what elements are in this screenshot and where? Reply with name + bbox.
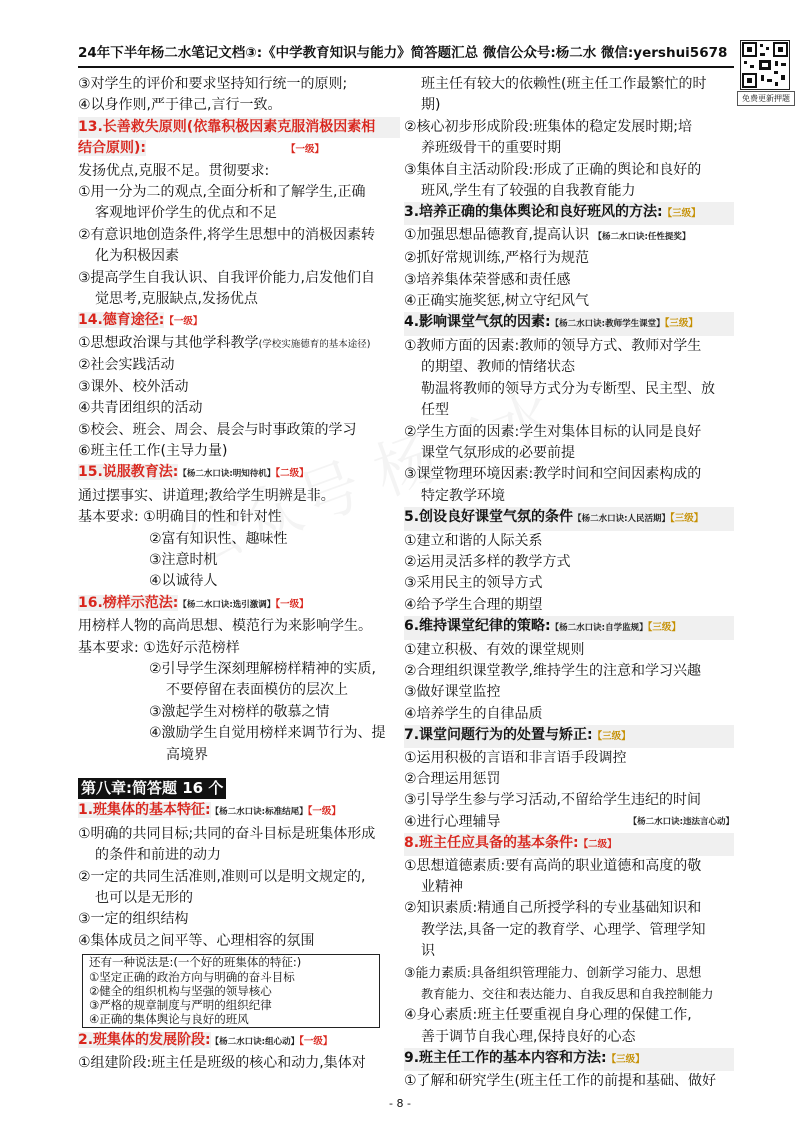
- text-line: 的期望、教师的情绪状态: [421, 359, 575, 376]
- text-line: ①运用积极的言语和非言语手段调控: [404, 749, 627, 766]
- c4-title: [404, 312, 734, 335]
- note-box-item: ③严格的规章制度与严明的组织纪律: [89, 998, 272, 1013]
- text-line: ②学生方面的因素:学生对集体目标的认同是良好: [404, 423, 702, 440]
- text-line: ①建立积极、有效的课堂规则: [404, 641, 585, 658]
- qr-caption: 免费更新押题: [737, 91, 795, 106]
- text-line: 特定教学环境: [421, 487, 505, 504]
- text-line: 高境界: [166, 746, 208, 763]
- text-line: ②一定的共同生活准则,准则可以是明文规定的,: [78, 868, 366, 885]
- c9-title: [404, 1048, 734, 1070]
- text-line: ③对学生的评价和要求坚持知行统一的原则;: [78, 76, 348, 92]
- text-line: 也可以是无形的: [95, 890, 193, 907]
- text-line: 教育能力、交往和表达能力、自我反思和自我控制能力: [421, 987, 714, 1002]
- level-badge: 【三级】: [592, 731, 631, 743]
- text-line: ②合理运用惩罚: [404, 771, 501, 787]
- item-text: ④进行心理辅导: [404, 813, 501, 830]
- level-badge: 【二级】: [578, 839, 617, 851]
- text-line: ③引导学生参与学习活动,不留给学生违纪的时间: [404, 792, 701, 809]
- text-line: ①思想道德素质:要有高尚的职业道德和高度的敬: [404, 857, 702, 874]
- text-line: 觉思考,克服缺点,发扬优点: [95, 291, 258, 308]
- page-number: - 8 -: [389, 1097, 411, 1110]
- text-line: ③采用民主的领导方式: [404, 575, 543, 592]
- text-line: 期): [421, 97, 441, 114]
- section-title-text: 9.班主任工作的基本内容和方法:: [404, 1050, 607, 1067]
- text-line: 用榜样人物的高尚思想、模范行为来影响学生。: [78, 618, 372, 635]
- text-line: ②富有知识性、趣味性: [149, 530, 288, 547]
- section-title-text: 2.班集体的发展阶段:: [78, 1031, 211, 1048]
- section-title-text: 5.创设良好课堂气氛的条件: [404, 509, 574, 526]
- level-badge: 【三级】: [662, 208, 701, 220]
- mnemonic-tag: 【杨二水口诀:任性提奖】: [593, 231, 691, 242]
- level-badge: 【一级】: [275, 598, 309, 610]
- text-line: 客观地评价学生的优点和不足: [95, 205, 277, 222]
- text-line: 不要停留在表面模仿的层次上: [166, 682, 348, 699]
- level-badge: 【三级】: [647, 622, 681, 634]
- text-line: 班风,学生有了较强的自我教育能力: [421, 183, 636, 200]
- mnemonic-tag: 【杨二水口诀:人民活期】: [573, 514, 670, 525]
- mnemonic-tag: 【杨二水口诀:教师学生课堂】: [550, 319, 665, 330]
- section-13-title-cont: [78, 138, 400, 160]
- section-15-title: [78, 462, 400, 485]
- mnemonic-tag: 【杨二水口诀:违法言心动】: [628, 816, 734, 827]
- item-text: ①明确目的性和针对性: [143, 509, 282, 526]
- section-14-title: [78, 310, 400, 332]
- text-line: 养班级骨干的重要时期: [421, 140, 561, 157]
- text-line: ④集体成员之间平等、心理相容的氛围: [78, 932, 315, 949]
- text-line: ②核心初步形成阶段:班集体的稳定发展时期;培: [404, 118, 692, 135]
- c1-title: [78, 800, 400, 823]
- section-title-text: 14.德育途径:: [78, 312, 165, 329]
- note-box: [82, 954, 380, 1027]
- text-line: 的条件和前进的动力: [95, 847, 221, 864]
- note-box-item: ④正确的集体舆论与良好的班风: [89, 1012, 249, 1027]
- section-title-text: 15.说服教育法:: [78, 464, 179, 481]
- text-line: 识: [421, 943, 435, 960]
- text-line: ③能力素质:具备组织管理能力、创新学习能力、思想: [404, 965, 702, 981]
- right-column: [404, 74, 734, 1092]
- text-line: ②运用灵活多样的教学方式: [404, 553, 571, 570]
- section-title-text: 16.榜样示范法:: [78, 594, 179, 611]
- mnemonic-tag: 【杨二水口诀:自学监规】: [550, 623, 648, 634]
- mnemonic-tag: 【杨二水口诀:组心动】: [210, 1036, 300, 1047]
- text-line: ③激起学生对榜样的敬慕之情: [149, 703, 330, 720]
- item-text: ①加强思想品德教育,提高认识: [404, 226, 590, 243]
- level-badge: 【一级】: [307, 806, 341, 818]
- c5-title: [404, 507, 734, 530]
- level-badge: 【二级】: [275, 468, 309, 480]
- text-line: [404, 225, 734, 248]
- text-line: ③课堂物理环境因素:教学时间和空间因素构成的: [404, 466, 702, 483]
- level-badge: 【三级】: [606, 1054, 645, 1066]
- note-box-title: 还有一种说法是:(一个好的班集体的特征:): [89, 955, 302, 970]
- text-line: ③做好课堂监控: [404, 684, 501, 701]
- section-title-text: 4.影响课堂气氛的因素:: [404, 314, 551, 331]
- text-line: ④身心素质:班主任要重视自身心理的保健工作,: [404, 1007, 692, 1024]
- text-line: ③提高学生自我认识、自我评价能力,启发他们自: [78, 269, 375, 286]
- chapter-heading-row: [78, 778, 400, 800]
- mnemonic-tag: 【杨二水口诀:标准结尾】: [210, 807, 308, 818]
- text-line: ③集体自主活动阶段:形成了正确的舆论和良好的: [404, 161, 702, 178]
- c2-title: [78, 1030, 400, 1053]
- text-line: [78, 333, 400, 355]
- text-line: 勒温将教师的领导方式分为专断型、民主型、放: [421, 380, 715, 397]
- text-line: ⑥班主任工作(主导力量): [78, 442, 228, 459]
- section-title-text: 结合原则):: [78, 140, 146, 157]
- text-line: ④共青团组织的活动: [78, 400, 203, 417]
- qr-code-graphic: [741, 41, 789, 89]
- req-label: 基本要求:: [78, 509, 139, 526]
- note-box-item: ①坚定正确的政治方向与明确的奋斗目标: [89, 969, 295, 984]
- text-line: 课堂气氛形成的必要前提: [421, 444, 575, 461]
- text-line: ④培养学生的自律品质: [404, 705, 543, 722]
- text-line: 教学法,具备一定的教育学、心理学、管理学知: [421, 921, 706, 938]
- section-title-text: 3.培养正确的集体舆论和良好班风的方法:: [404, 204, 663, 221]
- text-line: ①了解和研究学生(班主任工作的前提和基础、做好: [404, 1072, 717, 1089]
- req-label: 基本要求:: [78, 639, 139, 656]
- level-badge: 【一级】: [299, 1035, 333, 1047]
- text-line: 班主任有较大的依赖性(班主任工作最繁忙的时: [421, 76, 707, 92]
- item-text: ①选好示范榜样: [143, 639, 240, 656]
- text-line: [78, 507, 400, 528]
- chapter-heading: 第八章:简答题 16 个: [78, 778, 226, 799]
- section-title-text: 13.长善救失原则(依靠积极因素克服消极因素相: [78, 118, 376, 135]
- text-line: ②知识素质:精通自己所授学科的专业基础知识和: [404, 900, 702, 917]
- text-line: ②抓好常规训练,严格行为规范: [404, 250, 590, 267]
- text-line: ①教师方面的因素:教师的领导方式、教师对学生: [404, 337, 702, 354]
- c8-title: [404, 833, 734, 855]
- section-title-text: 6.维持课堂纪律的策略:: [404, 618, 551, 635]
- text-line: 通过摆事实、讲道理;教给学生明辨是非。: [78, 487, 335, 504]
- text-line: ③培养集体荣誉感和责任感: [404, 271, 571, 288]
- mnemonic-tag: 【杨二水口诀:选引激调】: [178, 599, 276, 610]
- text-line: ④正确实施奖惩,树立守纪风气: [404, 293, 590, 310]
- text-line: ③课外、校外活动: [78, 378, 189, 395]
- text-line: [78, 638, 400, 659]
- text-line: ②合理组织课堂教学,维持学生的注意和学习兴趣: [404, 662, 701, 679]
- text-line: ④以身作则,严于律己,言行一致。: [78, 97, 282, 114]
- text-line: ②引导学生深刻理解榜样精神的实质,: [149, 660, 377, 677]
- text-line: ⑤校会、班会、周会、晨会与时事政策的学习: [78, 421, 357, 438]
- text-line: 善于调节自我心理,保持良好的心态: [421, 1028, 636, 1045]
- text-line: 业精神: [421, 879, 463, 896]
- text-line: 任型: [421, 402, 449, 419]
- mnemonic-tag: 【杨二水口诀:明知待机】: [178, 469, 276, 480]
- text-line: ②有意识地创造条件,将学生思想中的消极因素转: [78, 226, 375, 243]
- text-line: 发扬优点,克服不足。贯彻要求:: [78, 162, 270, 179]
- text-line: ④给予学生合理的期望: [404, 596, 543, 613]
- note-box-item: ②健全的组织机构与坚强的领导核心: [89, 983, 272, 998]
- level-badge: 【三级】: [669, 513, 704, 525]
- text-line: ①明确的共同目标;共同的奋斗目标是班集体形成: [78, 825, 376, 842]
- item-text: ①思想政治课与其他学科教学: [78, 334, 259, 351]
- section-13-title: [78, 117, 400, 138]
- level-badge: 【一级】: [164, 316, 203, 328]
- qr-code: [740, 40, 790, 90]
- c7-title: [404, 725, 734, 747]
- section-title-text: 7.课堂问题行为的处置与矫正:: [404, 727, 593, 744]
- level-badge: 【三级】: [664, 318, 698, 330]
- text-line: ②社会实践活动: [78, 357, 175, 374]
- left-column: [78, 74, 400, 1075]
- level-badge: 【一级】: [286, 144, 325, 156]
- item-note: (学校实施德育的基本途径): [258, 338, 371, 350]
- c3-title: [404, 202, 734, 224]
- text-line: ④以诚待人: [149, 573, 218, 590]
- text-line: 化为积极因素: [95, 248, 179, 265]
- text-line: [404, 812, 734, 833]
- text-line: ④激励学生自觉用榜样来调节行为、提: [149, 725, 386, 742]
- c6-title: [404, 616, 734, 639]
- section-16-title: [78, 593, 400, 616]
- text-line: ①用一分为二的观点,全面分析和了解学生,正确: [78, 184, 366, 201]
- text-line: ③注意时机: [149, 551, 218, 568]
- text-line: ①组建阶段:班主任是班级的核心和动力,集体对: [78, 1055, 366, 1072]
- page-header: 24年下半年杨二水笔记文档③:《中学教育知识与能力》简答题汇总 微信公众号:杨二水 微信:yershui5678: [78, 40, 734, 68]
- section-title-text: 1.班集体的基本特征:: [78, 802, 211, 819]
- text-line: ③一定的组织结构: [78, 911, 189, 928]
- section-title-text: 8.班主任应具备的基本条件:: [404, 835, 579, 852]
- text-line: ①建立和谐的人际关系: [404, 532, 543, 549]
